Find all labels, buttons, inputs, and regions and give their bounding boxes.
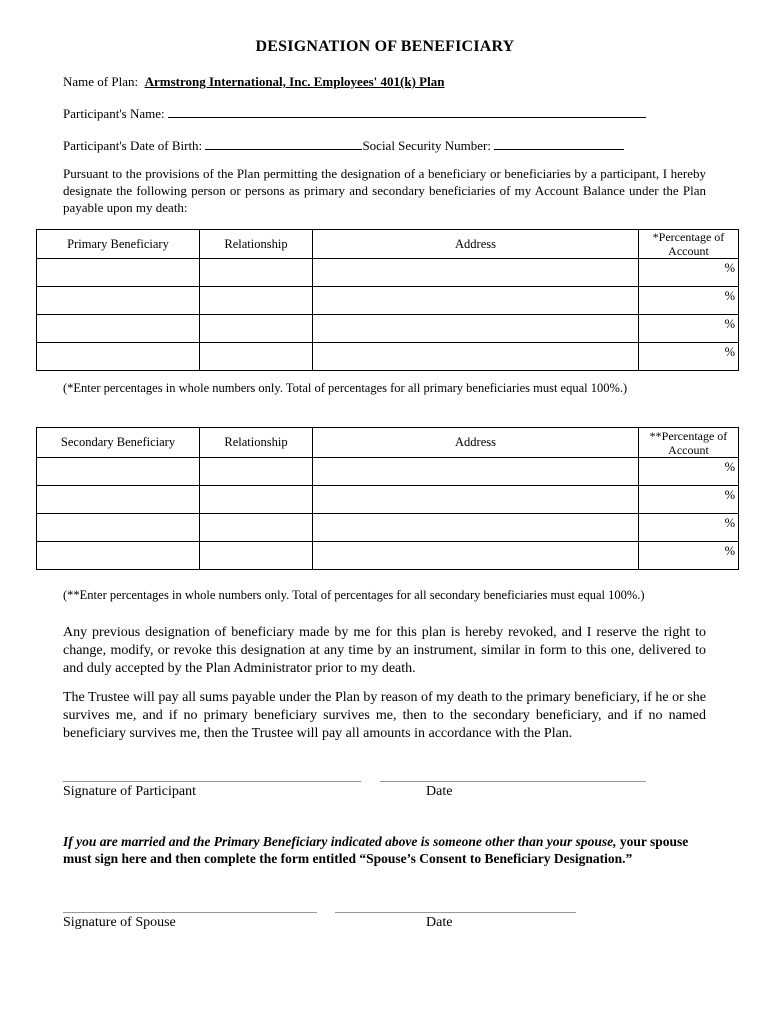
spouse-notice-italic: If you are married and the Primary Beneficiary indicated above is someone other than your spouse, (63, 834, 617, 849)
address-header: Address (313, 428, 639, 458)
plan-row (63, 74, 444, 90)
participant-name-field[interactable] (168, 105, 646, 118)
beneficiary-cell[interactable] (37, 458, 200, 486)
address-cell[interactable] (313, 542, 639, 570)
beneficiary-cell[interactable] (37, 259, 200, 287)
table-row (37, 259, 739, 287)
address-cell[interactable] (313, 315, 639, 343)
table-row (37, 514, 739, 542)
address-cell[interactable] (313, 259, 639, 287)
relationship-cell[interactable] (200, 287, 313, 315)
dob-field[interactable] (205, 137, 362, 150)
table-row (37, 343, 739, 371)
spouse-signature-line[interactable] (63, 912, 317, 913)
address-cell[interactable] (313, 343, 639, 371)
page-title: DESIGNATION OF BENEFICIARY (255, 38, 515, 55)
relationship-cell[interactable] (200, 486, 313, 514)
relationship-cell[interactable] (200, 514, 313, 542)
participant-name-row (63, 105, 646, 122)
signature-participant-label: Signature of Participant (63, 784, 196, 799)
signature-spouse-label: Signature of Spouse (63, 915, 176, 930)
date-label: Date (426, 784, 453, 799)
participant-date-line[interactable] (380, 781, 646, 782)
percentage-cell[interactable]: % (639, 315, 739, 343)
spouse-notice-rest: your spouse must sign here and then complete the form entitled “Spouse’s Consent to Beneficiary Designation.” (63, 834, 689, 866)
spouse-date-line[interactable] (335, 912, 576, 913)
dob-label: Participant's Date of Birth: (63, 138, 203, 153)
beneficiary-cell[interactable] (37, 542, 200, 570)
spouse-notice (63, 833, 706, 867)
plan-name: Armstrong International, Inc. Employees' 401(k) Plan (144, 74, 445, 89)
table-row (37, 315, 739, 343)
table-row (37, 287, 739, 315)
percentage-header (639, 230, 739, 259)
participant-signature-line[interactable] (63, 781, 361, 782)
table-row (37, 458, 739, 486)
beneficiary-cell[interactable] (37, 514, 200, 542)
percentage-header-line2: Account (668, 442, 709, 457)
percentage-cell[interactable]: % (639, 458, 739, 486)
plan-label: Name of Plan: (63, 74, 139, 89)
relationship-header: Relationship (200, 428, 313, 458)
participant-name-label: Participant's Name: (63, 106, 165, 121)
relationship-cell[interactable] (200, 458, 313, 486)
percentage-cell[interactable]: % (639, 514, 739, 542)
address-cell[interactable] (313, 458, 639, 486)
intro-paragraph: Pursuant to the provisions of the Plan permitting the designation of a beneficiary or beneficiaries by a participant, I hereby designate the following person or persons as primary and secondary beneficiaries of my Account Balance under the Plan payable upon my death: (63, 166, 706, 215)
address-header: Address (313, 230, 639, 259)
percentage-cell[interactable]: % (639, 542, 739, 570)
secondary-beneficiary-header: Secondary Beneficiary (37, 428, 200, 458)
secondary-note: (**Enter percentages in whole numbers only. Total of percentages for all secondary beneficiaries must equal 100%.) (63, 588, 645, 602)
address-cell[interactable] (313, 514, 639, 542)
percentage-cell[interactable]: % (639, 287, 739, 315)
date-label: Date (426, 915, 453, 930)
relationship-cell[interactable] (200, 343, 313, 371)
dob-ssn-row (63, 137, 624, 154)
beneficiary-cell[interactable] (37, 287, 200, 315)
percentage-header (639, 428, 739, 458)
primary-note: (*Enter percentages in whole numbers only. Total of percentages for all primary beneficiaries must equal 100%.) (63, 381, 628, 395)
percentage-cell[interactable]: % (639, 343, 739, 371)
relationship-header: Relationship (200, 230, 313, 259)
beneficiary-cell[interactable] (37, 315, 200, 343)
percentage-cell[interactable]: % (639, 486, 739, 514)
table-row (37, 542, 739, 570)
table-row (37, 486, 739, 514)
ssn-label: Social Security Number: (362, 138, 491, 153)
address-cell[interactable] (313, 486, 639, 514)
primary-beneficiary-header: Primary Beneficiary (37, 230, 200, 259)
relationship-cell[interactable] (200, 542, 313, 570)
trustee-paragraph: The Trustee will pay all sums payable under the Plan by reason of my death to the primary beneficiary, if he or she survives me, and if no primary beneficiary survives me, then to the secondary beneficiary, and if no named beneficiary survives me, then the Trustee will pay all amounts in accordance with the Plan. (63, 690, 706, 741)
beneficiary-cell[interactable] (37, 343, 200, 371)
relationship-cell[interactable] (200, 259, 313, 287)
percentage-header-line2: Account (668, 244, 709, 258)
revocation-paragraph: Any previous designation of beneficiary made by me for this plan is hereby revoked, and I reserve the right to change, modify, or revoke this designation at any time by an instrument, similar in form to this one, delivered to and duly accepted by the Plan Administrator prior to my death. (63, 625, 706, 676)
percentage-cell[interactable]: % (639, 259, 739, 287)
percentage-header-line1: *Percentage of (652, 230, 725, 244)
ssn-field[interactable] (494, 137, 624, 150)
beneficiary-cell[interactable] (37, 486, 200, 514)
relationship-cell[interactable] (200, 315, 313, 343)
percentage-header-line1: **Percentage of (649, 428, 728, 443)
primary-beneficiary-table (36, 229, 739, 371)
address-cell[interactable] (313, 287, 639, 315)
secondary-beneficiary-table (36, 427, 739, 570)
